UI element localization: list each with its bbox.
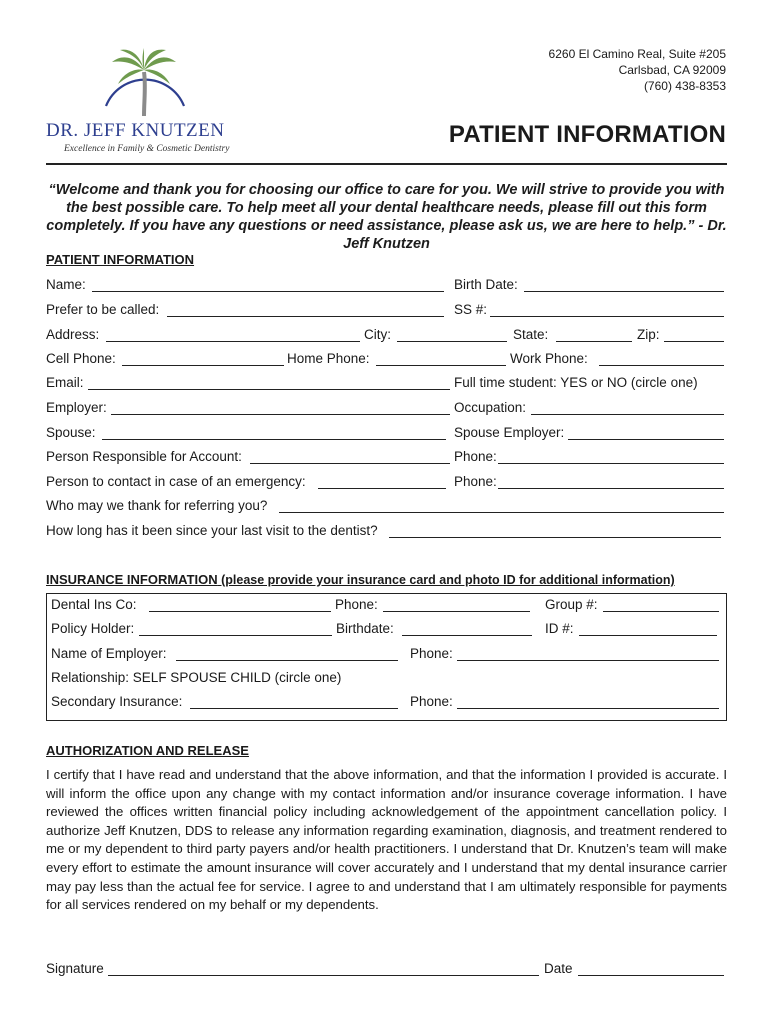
practice-address	[549, 46, 726, 94]
ins-row-policy	[51, 621, 721, 641]
row-spouse	[46, 425, 727, 445]
address-line-1: 6260 El Camino Real, Suite #205	[548, 47, 726, 61]
authorization-heading: AUTHORIZATION AND RELEASE	[46, 743, 249, 758]
dental-ins-label: Dental Ins Co:	[51, 597, 137, 612]
spouse-label: Spouse:	[46, 425, 96, 440]
page-title: PATIENT INFORMATION	[448, 121, 726, 148]
ss-field[interactable]	[490, 302, 724, 317]
responsible-phone-label: Phone:	[454, 449, 497, 464]
secondary-phone-field[interactable]	[457, 694, 719, 709]
ins-employer-label: Name of Employer:	[51, 646, 167, 661]
address-label: Address:	[46, 327, 100, 342]
ins-row-employer	[51, 646, 721, 666]
last-visit-label: How long has it been since your last visit to the dentist?	[46, 523, 378, 538]
emergency-phone-field[interactable]	[498, 474, 724, 489]
secondary-ins-label: Secondary Insurance:	[51, 694, 183, 709]
row-email	[46, 375, 727, 395]
address-line-2: Carlsbad, CA 92009	[618, 63, 726, 77]
prefer-field[interactable]	[167, 302, 444, 317]
dental-phone-field[interactable]	[383, 597, 530, 612]
email-field[interactable]	[88, 375, 450, 390]
birth-date-field[interactable]	[524, 277, 724, 292]
row-responsible	[46, 449, 727, 469]
policy-holder-label: Policy Holder:	[51, 621, 135, 636]
address-field[interactable]	[106, 327, 360, 342]
secondary-ins-field[interactable]	[190, 694, 398, 709]
spouse-employer-field[interactable]	[568, 425, 724, 440]
ins-employer-phone-field[interactable]	[457, 646, 719, 661]
referral-label: Who may we thank for referring you?	[46, 498, 268, 513]
secondary-phone-label: Phone:	[410, 694, 453, 709]
city-label: City:	[364, 327, 391, 342]
row-prefer	[46, 302, 727, 322]
insurance-section-heading	[46, 572, 675, 587]
state-field[interactable]	[556, 327, 632, 342]
dental-phone-label: Phone:	[335, 597, 378, 612]
email-label: Email:	[46, 375, 84, 390]
signature-label: Signature	[46, 961, 104, 976]
practice-tagline: Excellence in Family & Cosmetic Dentistry	[64, 144, 230, 154]
prefer-label: Prefer to be called:	[46, 302, 160, 317]
row-phones	[46, 351, 727, 371]
insurance-heading-text: INSURANCE INFORMATION	[46, 572, 218, 587]
palm-tree-icon	[100, 46, 190, 124]
header-divider	[46, 163, 727, 165]
spouse-employer-label: Spouse Employer:	[454, 425, 565, 440]
employer-field[interactable]	[111, 400, 450, 415]
occupation-field[interactable]	[531, 400, 724, 415]
group-label: Group #:	[545, 597, 598, 612]
row-employer	[46, 400, 727, 420]
home-phone-label: Home Phone:	[287, 351, 370, 366]
date-field[interactable]	[578, 961, 724, 976]
row-emergency	[46, 474, 727, 494]
zip-field[interactable]	[664, 327, 724, 342]
practice-logo	[46, 46, 246, 158]
row-last-visit	[46, 523, 727, 543]
insurance-note: (please provide your insurance card and photo ID for additional information)	[217, 573, 675, 587]
emergency-phone-label: Phone:	[454, 474, 497, 489]
ins-row-secondary	[51, 694, 721, 714]
name-field[interactable]	[92, 277, 444, 292]
patient-section-heading: PATIENT INFORMATION	[46, 252, 195, 267]
dental-ins-field[interactable]	[149, 597, 331, 612]
ins-employer-field[interactable]	[176, 646, 398, 661]
group-field[interactable]	[603, 597, 719, 612]
work-phone-label: Work Phone:	[510, 351, 588, 366]
welcome-message: “Welcome and thank you for choosing our office to care for you. We will strive to provide you with the best possible care. To help meet all your dental healthcare needs, please fill out this form completely. If you have any questions or need assistance, please ask us, we are here to help.” - Dr. Jeff Knutzen	[46, 182, 727, 252]
emergency-field[interactable]	[318, 474, 446, 489]
insurance-box	[46, 593, 727, 721]
ss-label: SS #:	[454, 302, 488, 317]
row-address	[46, 327, 727, 347]
emergency-label: Person to contact in case of an emergency:	[46, 474, 306, 489]
cell-phone-label: Cell Phone:	[46, 351, 116, 366]
referral-field[interactable]	[279, 498, 724, 513]
authorization-text: I certify that I have read and understand that the above information, and that the information I provided is accurate. I will inform the office upon any change with my contact information and/or insurance coverage information. I have reviewed the offices written financial policy including acknowledgement of the appointment cancellation policy. I authorize Jeff Knutzen, DDS to release any information regarding examination, diagnosis, and treatment rendered to me or my dependent to third party payers and/or health practitioners. I understand that Dr. Knutzen’s team will make every effort to estimate the amount insurance will cover accurately and I understand that my dental insurance carrier may pay less than the actual fee for service. I agree to and understand that I am ultimately responsible for payments for all services rendered on my behalf or my dependents.	[46, 767, 727, 913]
relationship-label: Relationship: SELF SPOUSE CHILD (circle one)	[51, 670, 342, 685]
employer-label: Employer:	[46, 400, 107, 415]
state-label: State:	[513, 327, 549, 342]
spouse-field[interactable]	[102, 425, 446, 440]
responsible-field[interactable]	[250, 449, 450, 464]
city-field[interactable]	[397, 327, 507, 342]
row-name	[46, 277, 727, 297]
id-label: ID #:	[545, 621, 574, 636]
zip-label: Zip:	[637, 327, 660, 342]
row-referral	[46, 498, 727, 518]
student-label: Full time student: YES or NO (circle one)	[454, 375, 698, 390]
occupation-label: Occupation:	[454, 400, 527, 415]
policy-holder-field[interactable]	[139, 621, 332, 636]
ins-employer-phone-label: Phone:	[410, 646, 453, 661]
birthdate-label: Birthdate:	[336, 621, 394, 636]
last-visit-field[interactable]	[389, 523, 721, 538]
practice-name: DR. JEFF KNUTZEN	[46, 120, 225, 141]
responsible-label: Person Responsible for Account:	[46, 449, 242, 464]
practice-phone: (760) 438-8353	[643, 79, 726, 93]
id-field[interactable]	[579, 621, 717, 636]
ins-row-relationship	[51, 670, 721, 690]
cell-phone-field[interactable]	[122, 351, 284, 366]
birth-date-label: Birth Date:	[454, 277, 518, 292]
name-label: Name:	[46, 277, 86, 292]
work-phone-field[interactable]	[599, 351, 724, 366]
date-label: Date	[544, 961, 573, 976]
birthdate-field[interactable]	[402, 621, 532, 636]
home-phone-field[interactable]	[376, 351, 506, 366]
signature-field[interactable]	[108, 961, 539, 976]
responsible-phone-field[interactable]	[498, 449, 724, 464]
ins-row-dental	[51, 597, 721, 617]
